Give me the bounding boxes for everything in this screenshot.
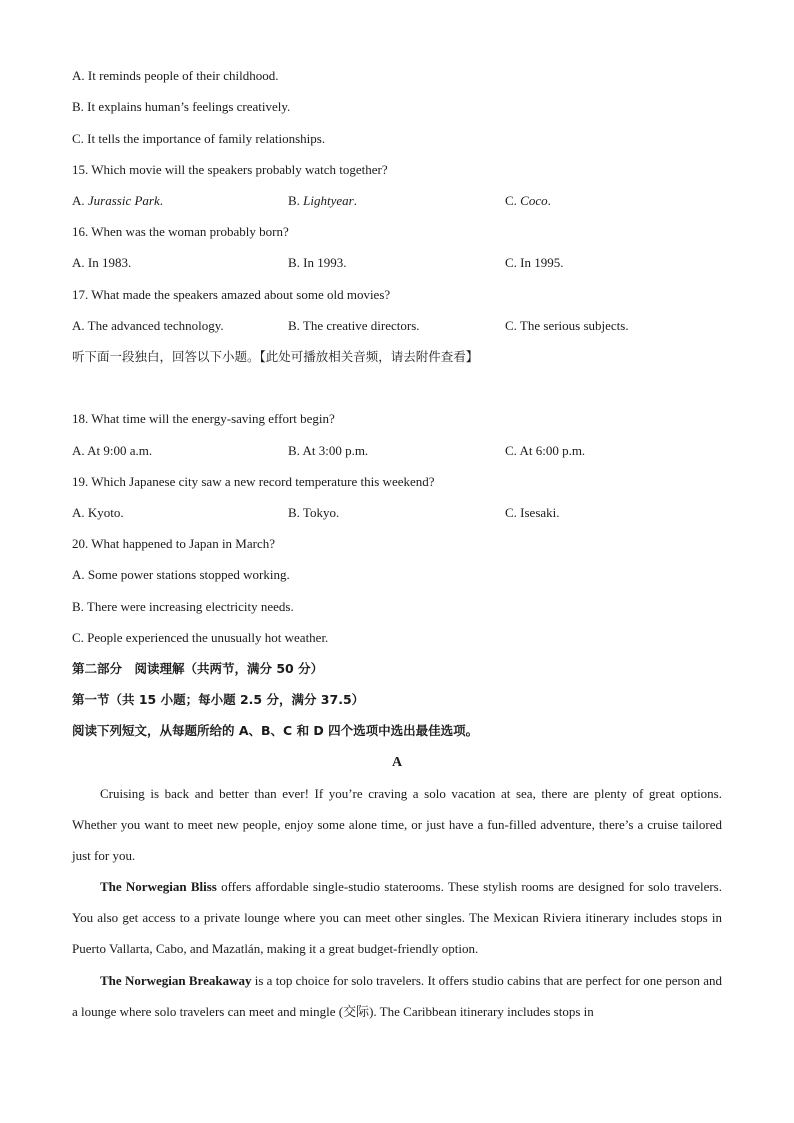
q18-question: 18. What time will the energy-saving effort begin? (72, 411, 335, 426)
passage-label: A (391, 755, 403, 770)
q19-option-b: B. Tokyo. (288, 505, 340, 520)
q15-option-b: B. Lightyear. (288, 193, 357, 208)
q18-option-a: A. At 9:00 a.m. (72, 443, 153, 458)
q16-option-a: A. In 1983. (72, 255, 132, 270)
q20-option-c: C. People experienced the unusually hot weather. (72, 630, 329, 645)
q15-question: 15. Which movie will the speakers probably watch together? (72, 162, 388, 177)
q17-option-a: A. The advanced technology. (72, 318, 224, 333)
q20-option-a: A. Some power stations stopped working. (72, 567, 290, 582)
q17-option-b: B. The creative directors. (288, 318, 420, 333)
q20-question: 20. What happened to Japan in March? (72, 536, 275, 551)
passage-paragraph-1: Cruising is back and better than ever! If you’re craving a solo vacation at sea, there are plenty of great options. Whether you want to meet new people, enjoy some alone time, or just have a fun-filled adventure, there’s a cruise tailored just for you. (72, 786, 722, 863)
q14-option-a: A. It reminds people of their childhood. (72, 68, 279, 83)
q15-option-a: A. Jurassic Park. (72, 193, 163, 208)
ship-name-breakaway: The Norwegian Breakaway (100, 973, 252, 988)
passage-paragraph-2: The Norwegian Bliss offers affordable single-studio staterooms. These stylish rooms are designed for solo travelers. You also get access to a private lounge where you can meet other singles. The Mexican Riviera itinerary includes stops in Puerto Vallarta, Cabo, and Mazatlán, making it a great budget-friendly option. (72, 879, 722, 956)
q19-option-c: C. Isesaki. (505, 505, 560, 520)
section1-heading: 第一节（共 15 小题；每小题 2.5 分，满分 37.5） (72, 692, 365, 707)
q16-question: 16. When was the woman probably born? (72, 224, 289, 239)
q17-question: 17. What made the speakers amazed about some old movies? (72, 287, 391, 302)
part2-heading: 第二部分 阅读理解（共两节，满分 50 分） (72, 661, 324, 676)
q16-option-c: C. In 1995. (505, 255, 564, 270)
q18-option-c: C. At 6:00 p.m. (505, 443, 586, 458)
ship-name-bliss: The Norwegian Bliss (100, 879, 217, 894)
q14-option-c: C. It tells the importance of family relationships. (72, 131, 326, 146)
q17-option-c: C. The serious subjects. (505, 318, 629, 333)
q19-option-a: A. Kyoto. (72, 505, 124, 520)
q15-option-c: C. Coco. (505, 193, 551, 208)
reading-instruction: 阅读下列短文，从每题所给的 A、B、C 和 D 四个选项中选出最佳选项。 (72, 723, 479, 738)
passage-paragraph-3: The Norwegian Breakaway is a top choice for solo travelers. It offers studio cabins that are perfect for one person and a lounge where solo travelers can meet and mingle (交际). The Caribbean itinerary includes stops in (72, 973, 722, 1019)
q16-option-b: B. In 1993. (288, 255, 347, 270)
listening-instruction: 听下面一段独白，回答以下小题。【此处可播放相关音频，请去附件查看】 (72, 349, 479, 364)
q14-option-b: B. It explains human’s feelings creatively. (72, 99, 291, 114)
q19-question: 19. Which Japanese city saw a new record temperature this weekend? (72, 474, 435, 489)
q20-option-b: B. There were increasing electricity needs. (72, 599, 294, 614)
q18-option-b: B. At 3:00 p.m. (288, 443, 369, 458)
